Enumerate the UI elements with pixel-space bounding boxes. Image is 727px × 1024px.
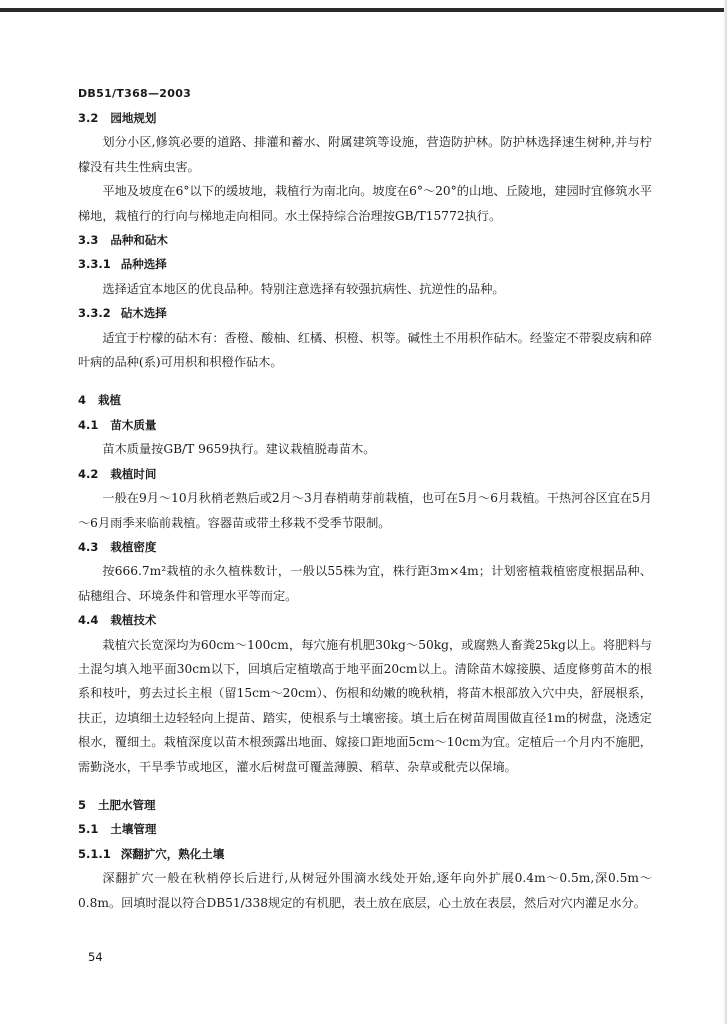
document-body [78,106,652,915]
paragraph: 一般在9月～10月秋梢老熟后或2月～3月春梢萌芽前栽植，也可在5月～6月栽植。干热河谷区宜在5月～6月雨季来临前栽植。容器苗或带土移栽不受季节限制。 [78,491,652,530]
heading-4-1: 4.1 苗木质量 [78,417,157,432]
paragraph: 选择适宜本地区的优良品种。特别注意选择有较强抗病性、抗逆性的品种。 [102,281,505,296]
heading-3-3: 3.3 品种和砧木 [78,233,168,248]
heading-5: 5 土肥水管理 [78,797,156,812]
heading-4-3: 4.3 栽植密度 [78,539,157,554]
paragraph: 适宜于柠檬的砧木有：香橙、酸柚、红橘、枳橙、枳等。碱性土不用枳作砧木。经鉴定不带裂皮病和碎叶病的品种(系)可用枳和枳橙作砧木。 [78,330,652,370]
heading-3-3-1: 3.3.1 品种选择 [78,257,167,272]
heading-4-4: 4.4 栽植技术 [78,613,157,628]
paragraph: 苗木质量按GB/T 9659执行。建议栽植脱毒苗木。 [102,442,376,457]
paragraph: 划分小区,修筑必要的道路、排灌和蓄水、附属建筑等设施，营造防护林。防护林选择速生树种,并与柠檬没有共生性病虫害。 [78,135,652,174]
heading-5-1-1: 5.1.1 深翻扩穴，熟化土壤 [78,846,225,861]
heading-3-3-2: 3.3.2 砧木选择 [78,306,167,321]
header-rule [0,8,727,12]
heading-4-2: 4.2 栽植时间 [78,466,157,481]
document-code: DB51/T368—2003 [78,87,192,100]
paragraph: 栽植穴长宽深均为60cm～100cm，每穴施有机肥30kg～50kg，或腐熟人畜粪25kg以上。将肥料与土混匀填入地平面30cm以下，回填后定植墩高于地平面20cm以上。清除苗木嫁接膜、适度修剪苗木的根系和枝叶，剪去过长主根（留15cm～20cm）、伤根和幼嫩的晚秋梢，将苗木根部放入穴中央，舒展根系，扶正，边填细土边轻轻向上提苗、踏实，使根系与土壤密接。填土后在树苗周围做直径1m的树盘，浇透定根水，覆细土。栽植深度以苗木根颈露出地面、嫁接口距地面5cm～10cm为宜。定植后一个月内不施肥，需勤浇水，干旱季节或地区，灌水后树盘可覆盖薄膜、稻草、杂草或秕壳以保墒。 [78,637,652,774]
paragraph: 按666.7m²栽植的永久植株数计，一般以55株为宜，株行距3m×4m；计划密植栽植密度根据品种、砧穗组合、环境条件和管理水平等而定。 [78,564,652,603]
heading-3-2: 3.2 园地规划 [78,111,157,125]
paragraph: 平地及坡度在6°以下的缓坡地，栽植行为南北向。坡度在6°～20°的山地、丘陵地，建园时宜修筑水平梯地，栽植行的行向与梯地走向相同。水土保持综合治理按GB/T15772执行。 [78,184,652,223]
spacer [78,374,652,388]
page-number: 54 [88,950,103,964]
paragraph: 深翻扩穴一般在秋梢停长后进行,从树冠外围滴水线处开始,逐年向外扩展0.4m～0.5m,深0.5m～0.8m。回填时混以符合DB51/338规定的有机肥，表土放在底层，心土放在表层，然后对穴内灌足水分。 [78,871,652,910]
heading-4: 4 栽植 [78,393,122,408]
spacer [78,779,652,793]
heading-5-1: 5.1 土壤管理 [78,822,157,837]
